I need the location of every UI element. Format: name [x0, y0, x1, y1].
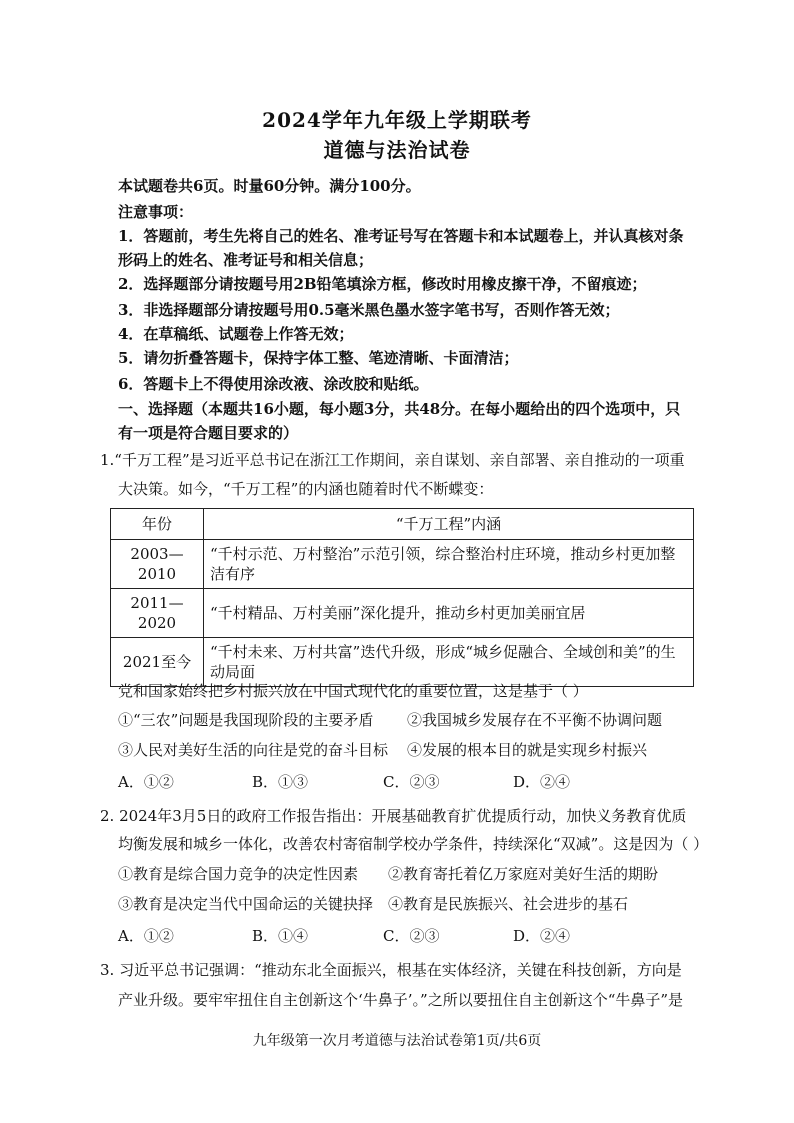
exam-subject-title: 道德与法治试卷 — [323, 138, 471, 162]
question-1-option-a: A．①② — [118, 773, 174, 791]
question-2-option-d: D．②④ — [513, 927, 571, 945]
table-cell-year: 2003—2010 — [111, 540, 204, 589]
table-header-year: 年份 — [111, 509, 204, 540]
question-2-choice-3: ③教育是决定当代中国命运的关键抉择 — [118, 895, 374, 913]
note-3: 3．非选择题部分请按题号用0.5毫米黑色墨水签字笔书写，否则作答无效； — [118, 301, 620, 319]
question-3-line-1: 3. 习近平总书记强调：“推动东北全面振兴，根基在实体经济，关键在科技创新，方向是 — [100, 961, 682, 979]
note-6: 6．答题卡上不得使用涂改液、涂改胶和贴纸。 — [118, 375, 429, 393]
table-row — [111, 540, 694, 589]
question-2-line-1: 2. 2024年3月5日的政府工作报告指出：开展基础教育扩优提质行动，加快义务教育优质 — [100, 807, 687, 825]
notes-heading: 注意事项： — [118, 203, 194, 221]
qianwan-table — [110, 508, 694, 687]
question-2-choice-4: ④教育是民族振兴、社会进步的基石 — [388, 895, 629, 913]
question-1-choice-3: ③人民对美好生活的向往是党的奋斗目标 — [118, 741, 389, 759]
question-1-choice-2: ②我国城乡发展存在不平衡不协调问题 — [407, 711, 663, 729]
table-cell-year: 2021至今 — [111, 638, 204, 687]
note-2: 2．选择题部分请按题号用2B铅笔填涂方框，修改时用橡皮擦干净，不留痕迹； — [118, 275, 647, 293]
table-row — [111, 589, 694, 638]
table-cell-content: “千村未来、万村共富”迭代升级，形成“城乡促融合、全域创和美”的生动局面 — [204, 638, 694, 687]
table-header-row — [111, 509, 694, 540]
question-1-option-c: C．②③ — [383, 773, 440, 791]
note-5: 5．请勿折叠答题卡，保持字体工整、笔迹清晰、卡面清洁； — [118, 349, 519, 367]
question-1-choice-4: ④发展的根本目的就是实现乡村振兴 — [407, 741, 648, 759]
question-2-option-b: B．①④ — [252, 927, 309, 945]
page-footer: 九年级第一次月考道德与法治试卷第1页/共6页 — [252, 1033, 542, 1049]
question-2-option-a: A．①② — [118, 927, 174, 945]
question-2-line-2: 均衡发展和城乡一体化，改善农村寄宿制学校办学条件，持续深化“双减”。这是因为（ ） — [118, 835, 709, 853]
table-cell-year: 2011—2020 — [111, 589, 204, 638]
table-cell-content: “千村示范、万村整治”示范引领，综合整治村庄环境，推动乡村更加整洁有序 — [204, 540, 694, 589]
table-row — [111, 638, 694, 687]
section-heading: 一、选择题（本题共16小题，每小题3分，共48分。在每小题给出的四个选项中，只 — [118, 400, 681, 418]
note-1-cont: 形码上的姓名、准考证号和相关信息； — [118, 251, 374, 269]
section-heading-cont: 有一项是符合题目要求的） — [118, 424, 299, 442]
question-1-option-d: D．②④ — [513, 773, 571, 791]
question-2-choice-2: ②教育寄托着亿万家庭对美好生活的期盼 — [388, 865, 659, 883]
exam-intro: 本试题卷共6页。时量60分钟。满分100分。 — [118, 177, 421, 195]
question-1-line-2: 大决策。如今，“千万工程”的内涵也随着时代不断蝶变： — [118, 480, 494, 498]
question-1-stem: 党和国家始终把乡村振兴放在中国式现代化的重要位置，这是基于（ ） — [118, 682, 588, 700]
exam-title: 2024学年九年级上学期联考 — [262, 108, 532, 132]
question-3-line-2: 产业升级。要牢牢扭住自主创新这个‘牛鼻子’。”之所以要扭住自主创新这个“牛鼻子”是 — [118, 991, 684, 1009]
question-2-choice-1: ①教育是综合国力竞争的决定性因素 — [118, 865, 359, 883]
note-4: 4．在草稿纸、试题卷上作答无效； — [118, 325, 354, 343]
table-cell-content: “千村精品、万村美丽”深化提升，推动乡村更加美丽宜居 — [204, 589, 694, 638]
question-2-option-c: C．②③ — [383, 927, 440, 945]
question-1-option-b: B．①③ — [252, 773, 309, 791]
question-1-choice-1: ①“三农”问题是我国现阶段的主要矛盾 — [118, 711, 374, 729]
note-1: 1．答题前，考生先将自己的姓名、准考证号写在答题卡和本试题卷上，并认真核对条 — [118, 227, 684, 245]
table-header-content: “千万工程”内涵 — [204, 509, 694, 540]
question-1-line-1: 1.“千万工程”是习近平总书记在浙江工作期间，亲自谋划、亲自部署、亲自推动的一项重 — [100, 451, 685, 469]
